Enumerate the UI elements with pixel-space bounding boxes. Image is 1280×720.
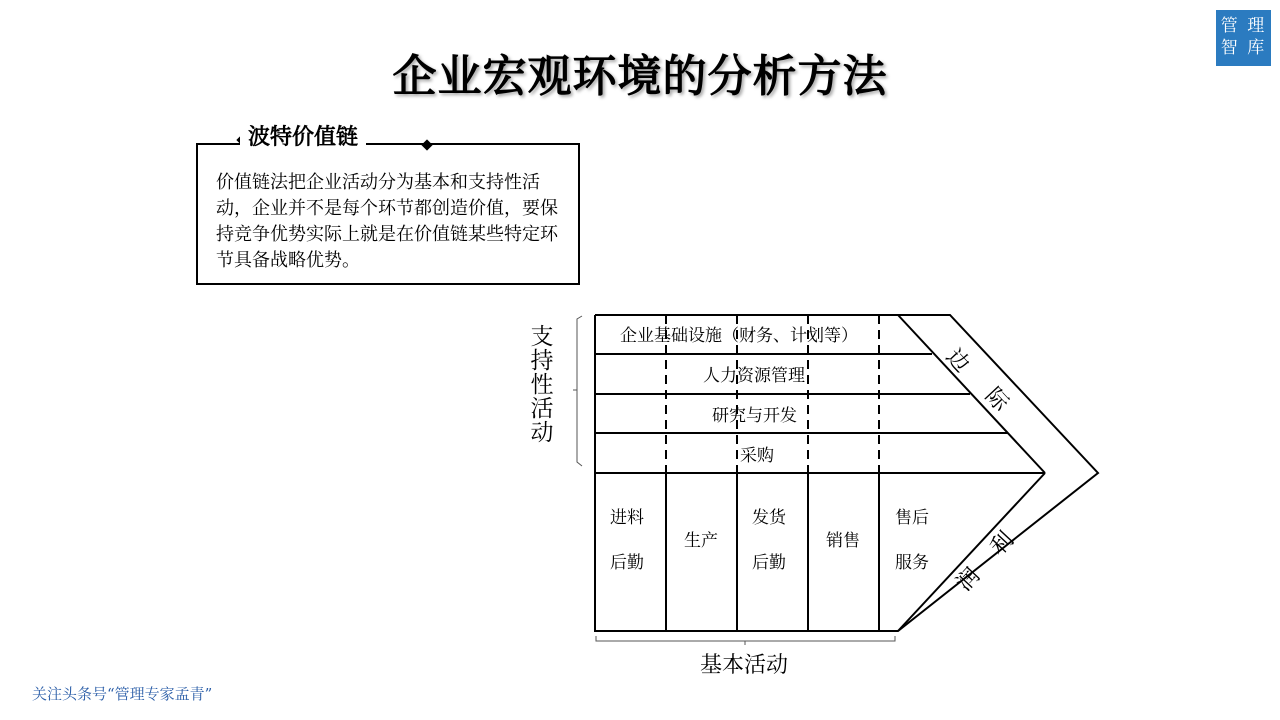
- support-row-3-label: 研究与开发: [712, 406, 797, 426]
- primary-cell-4-line-1: 销售: [826, 531, 860, 551]
- primary-bracket: [596, 636, 895, 645]
- primary-cell-3-line-1: 发货: [752, 508, 786, 528]
- support-activities-label: 支持性活动: [530, 324, 554, 446]
- margin-inner-bottom: [898, 473, 1045, 631]
- primary-cell-5-line-1: 售后: [895, 508, 929, 528]
- intro-heading: 波特价值链: [248, 125, 359, 150]
- margin-char-b: 际: [979, 383, 1014, 417]
- logo-line-2: 智 库: [1220, 38, 1267, 58]
- primary-cell-2-line-1: 生产: [684, 531, 718, 551]
- margin-char-a: 边: [940, 344, 975, 378]
- primary-cell-1-line-1: 进料: [610, 508, 644, 528]
- footer-follow-text: 关注头条号“管理专家孟青”: [32, 685, 213, 703]
- primary-cell-5-line-2: 服务: [895, 553, 929, 573]
- primary-activities-label: 基本活动: [700, 653, 789, 678]
- primary-cell-3-line-2: 后勤: [752, 553, 786, 573]
- margin-char-c: 利: [985, 527, 1020, 561]
- support-row-1-label: 企业基础设施（财务、计划等）: [620, 326, 858, 346]
- margin-char-d: 润: [951, 563, 986, 597]
- support-row-2-label: 人力资源管理: [703, 366, 805, 386]
- support-bracket: [573, 316, 582, 466]
- page-title: 企业宏观环境的分析方法: [392, 51, 888, 102]
- support-row-4-label: 采购: [740, 446, 774, 466]
- intro-body: 价值链法把企业活动分为基本和支持性活动，企业并不是每个环节都创造价值，要保持竞争优势实际上就是在价值链某些特定环节具备战略优势。: [216, 172, 558, 271]
- logo-line-1: 管 理: [1220, 16, 1267, 36]
- primary-cell-1-line-2: 后勤: [610, 553, 644, 573]
